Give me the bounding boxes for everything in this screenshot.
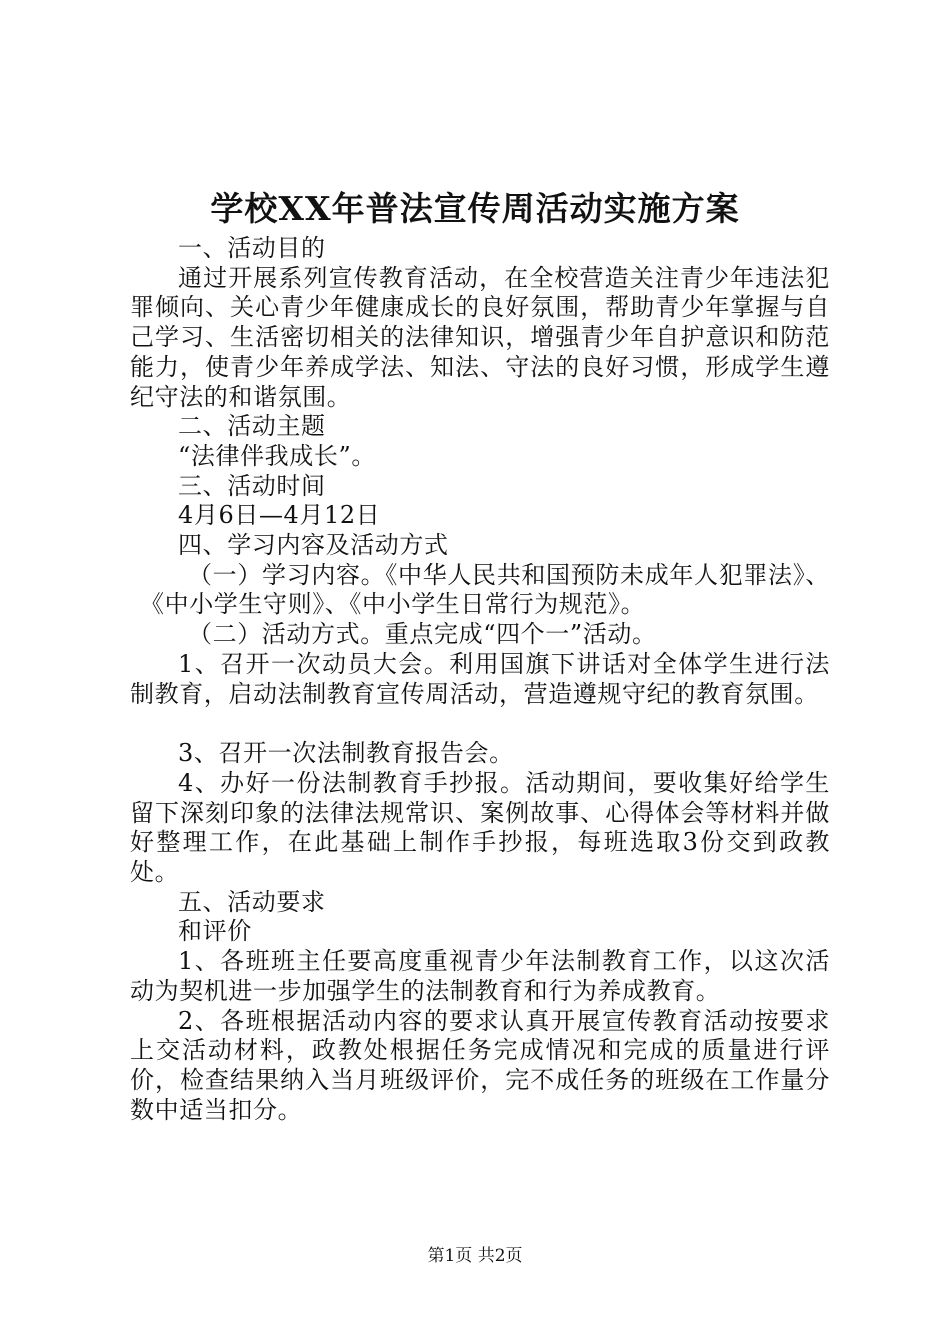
- page-footer: 第1页 共2页: [427, 1246, 523, 1266]
- paragraph-item-1: 1、召开一次动员大会。利用国旗下讲话对全体学生进行法制教育，启动法制教育宣传周活动，营造遵规守纪的教育氛围。: [130, 649, 830, 708]
- paragraph-requirement-2: 2、各班根据活动内容的要求认真开展宣传教育活动按要求上交活动材料，政教处根据任务完成情况和完成的质量进行评价，检查结果纳入当月班级评价，完不成任务的班级在工作量分数中适当扣分。: [130, 1006, 830, 1124]
- paragraph-item-4: 4、办好一份法制教育手抄报。活动期间，要收集好给学生留下深刻印象的法律法规常识、案例故事、心得体会等材料并做好整理工作，在此基础上制作手抄报，每班选取3份交到政教处。: [130, 768, 830, 887]
- section-heading-time: 三、活动时间: [178, 471, 326, 500]
- paragraph-time: 4月6日—4月12日: [178, 501, 381, 530]
- section-heading-requirements: 五、活动要求: [178, 887, 326, 916]
- section-heading-content: 四、学习内容及活动方式: [178, 531, 449, 560]
- section-heading-evaluation: 和评价: [178, 917, 252, 946]
- paragraph-item-3: 3、召开一次法制教育报告会。: [178, 739, 514, 768]
- paragraph-theme: “法律伴我成长”。: [178, 441, 376, 470]
- paragraph-activity-method: （二）活动方式。重点完成“四个一”活动。: [188, 620, 657, 649]
- paragraph-study-content: （一）学习内容。《中华人民共和国预防未成年人犯罪法》、《中小学生守则》、《中小学生日常行为规范》。: [140, 560, 830, 619]
- paragraph-purpose: 通过开展系列宣传教育活动，在全校营造关注青少年违法犯罪倾向、关心青少年健康成长的良好氛围，帮助青少年掌握与自己学习、生活密切相关的法律知识，增强青少年自护意识和防范能力，使青少年养成学法、知法、守法的良好习惯，形成学生遵纪守法的和谐氛围。: [130, 263, 830, 411]
- section-heading-theme: 二、活动主题: [178, 412, 326, 441]
- section-heading-purpose: 一、活动目的: [178, 234, 326, 262]
- document-title: 学校XX年普法宣传周活动实施方案: [210, 189, 740, 228]
- blank-line: [130, 709, 830, 739]
- document-body: [130, 234, 830, 1125]
- paragraph-requirement-1: 1、各班班主任要高度重视青少年法制教育工作，以这次活动为契机进一步加强学生的法制教育和行为养成教育。: [130, 947, 830, 1005]
